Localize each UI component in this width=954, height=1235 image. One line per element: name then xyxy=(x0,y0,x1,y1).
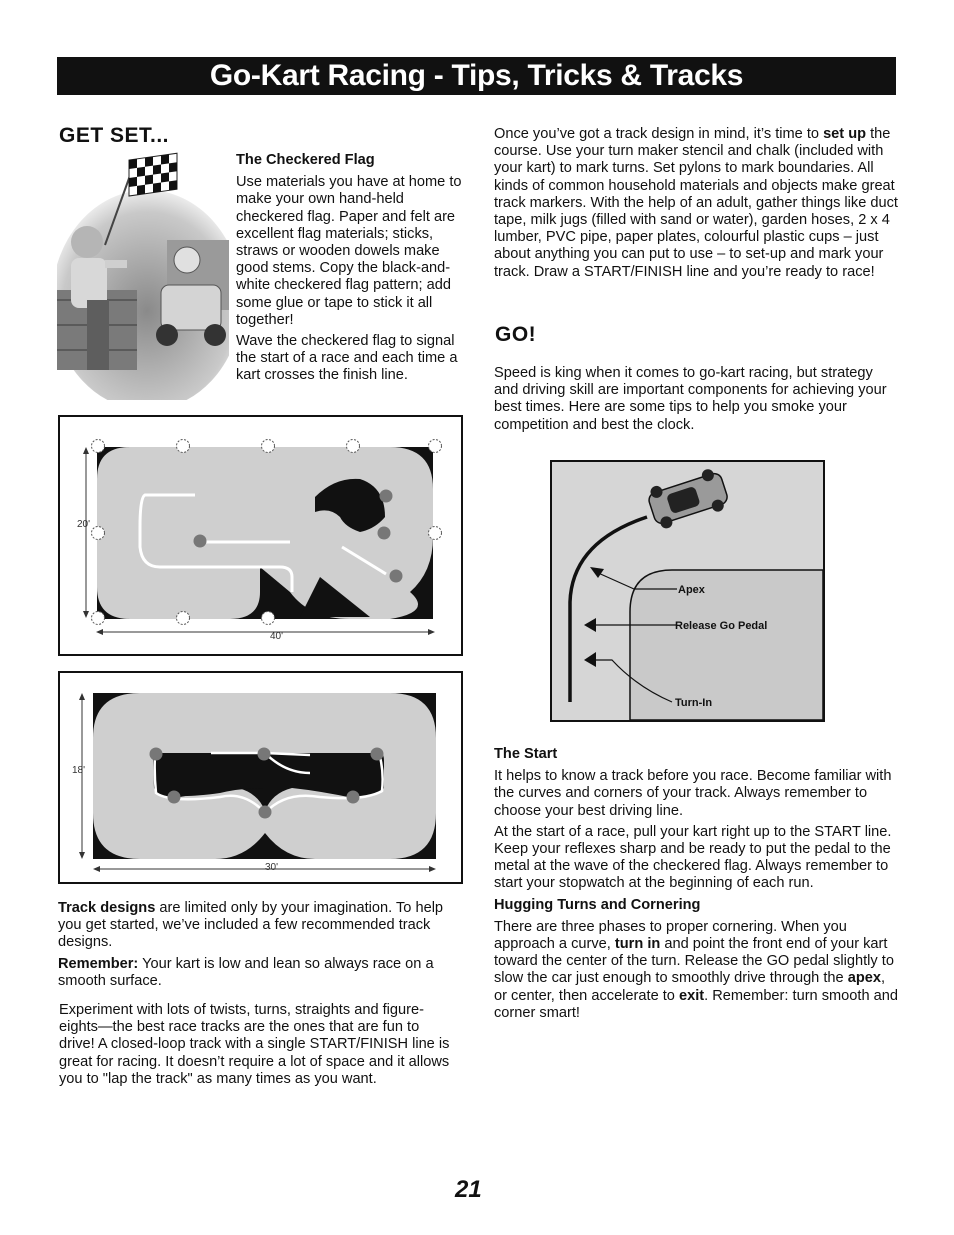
track-diagram-1 xyxy=(58,415,463,656)
page-title-banner xyxy=(57,57,896,95)
checkered-flag-paragraph-1: Use materials you have at home to make your own hand-held checkered flag. Paper and felt are excellent flag materials; sticks, straws or wooden dowels make good stems. Copy the black-and-white checkered flag pattern; add some glue or tape to stick it all together! xyxy=(236,174,462,328)
cornering-diagram xyxy=(550,460,825,722)
track-2-drawing xyxy=(60,673,461,882)
the-start-heading: The Start xyxy=(494,746,558,762)
remember-text: Your kart is low and lean so always race on a smooth surface. xyxy=(58,955,434,989)
setup-paragraph xyxy=(494,126,898,281)
go-intro-paragraph: Speed is king when it comes to go-kart racing, but strategy and driving skill are important components for achieving your best times. Here are some tips to help you smoke your competition and best the clock. xyxy=(494,365,887,433)
track-designs-text: are limited only by your imagination. To help you get started, we’ve included a few recommended track designs. xyxy=(58,900,444,951)
track-designs-paragraph xyxy=(58,900,463,952)
setup-text-b: the course. Use your turn maker stencil and chalk (included with your kart) to mark turns. Set pylons to mark boundaries. All kinds of common household materials and objects make great track markers. With the help of an adult, gather things like duct tape, milk jugs (filled with sand or water), garden hoses, 2 x 4 lumber, PVC pipe, paper plates, colourful plastic cups – just about anything you can put to use – to set-up and mark your track. Draw a START/FINISH line and you’re ready to race! xyxy=(494,126,898,280)
track-1-drawing xyxy=(60,417,461,654)
page-title: Go-Kart Racing - Tips, Tricks & Tracks xyxy=(209,59,744,92)
track-1-width-label: 40' xyxy=(270,631,284,642)
go-heading: GO! xyxy=(495,323,537,346)
hugging-paragraph xyxy=(494,919,898,1022)
track-designs-bold: Track designs xyxy=(58,900,156,916)
experiment-paragraph: Experiment with lots of twists, turns, straights and figure-eights—the best race tracks are the ones that are fun to drive! A closed-loop track with a single START/FINISH line is great for racing. It doesn’t require a lot of space and it allows you to "lap the track" as many times as you want. xyxy=(59,1002,450,1087)
checkered-flag-paragraph-2: Wave the checkered flag to signal the start of a race and each time a kart crosses the finish line. xyxy=(236,333,458,384)
hugging-bold-turn-in: turn in xyxy=(614,936,661,953)
track-2-width-label: 30' xyxy=(265,862,279,873)
cornering-drawing xyxy=(552,462,823,720)
turn-in-label: Turn-In xyxy=(675,697,713,709)
the-start-paragraph-2: At the start of a race, pull your kart right up to the START line. Keep your reflexes sharp and be ready to put the pedal to the metal at the wave of the checkered flag. Always remember to start your stopwatch at the beginning of each run. xyxy=(494,823,892,892)
hugging-text-4: . Remember: turn smooth and corner smart! xyxy=(494,987,898,1021)
track-diagram-2 xyxy=(58,671,463,884)
hugging-heading: Hugging Turns and Cornering xyxy=(494,896,701,913)
hugging-bold-apex: apex xyxy=(847,970,881,987)
apex-label: Apex xyxy=(678,584,705,596)
page-number: 21 xyxy=(455,1176,482,1203)
checkered-flag-heading: The Checkered Flag xyxy=(236,152,375,168)
remember-bold: Remember: xyxy=(58,955,139,972)
hugging-text-1: There are three phases to proper cornering. When you approach a curve, xyxy=(494,918,847,953)
hugging-text-3: , or center, then accelerate to xyxy=(494,970,886,1004)
track-2-height-label: 18' xyxy=(72,765,86,776)
release-go-pedal-label: Release Go Pedal xyxy=(675,620,768,632)
hugging-text-2: and point the front end of your kart toward the center of the turn. Release the GO pedal slightly to slow the car just enough to smoothly drive through the xyxy=(494,936,894,987)
setup-bold: set up xyxy=(823,126,867,142)
setup-text-a: Once you’ve got a track design in mind, it’s time to xyxy=(494,126,824,142)
track-1-height-label: 20' xyxy=(77,519,91,530)
hugging-bold-exit: exit xyxy=(678,987,705,1004)
the-start-paragraph-1: It helps to know a track before you race. Become familiar with the curves and corners of your track. Always remember to choose your best driving line. xyxy=(494,768,892,819)
kid-flag-photo xyxy=(57,150,229,400)
get-set-heading: GET SET... xyxy=(59,124,170,147)
remember-paragraph xyxy=(58,956,463,990)
